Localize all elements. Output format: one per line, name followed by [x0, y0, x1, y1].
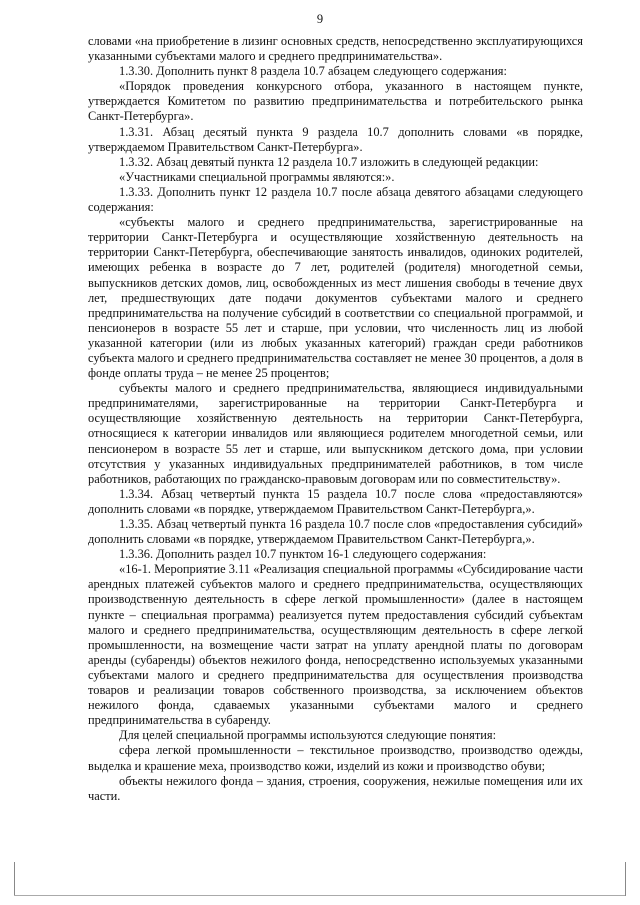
paragraph-1-3-32: 1.3.32. Абзац девятый пункта 12 раздела 10.7 изложить в следующей редакции: — [119, 154, 539, 169]
scan-edge-right — [625, 862, 626, 896]
paragraph-definition-nonresidential: объекты нежилого фонда – здания, строения, сооружения, нежилые помещения или их части. — [88, 773, 583, 803]
scan-edge-left — [14, 862, 15, 896]
paragraph-definition-light-industry: сфера легкой промышленности – текстильное производство, производство одежды, выделка и крашение меха, производство кожи, изделий из кожи и производство обуви; — [88, 743, 583, 773]
paragraph-continuation: словами «на приобретение в лизинг основных средств, непосредственно эксплуатирующихся указанными субъектами малого и среднего предпринимательства». — [88, 34, 583, 64]
paragraph-1-3-30: 1.3.30. Дополнить пункт 8 раздела 10.7 абзацем следующего содержания: — [119, 64, 507, 79]
paragraph-quote-subjects: «субъекты малого и среднего предпринимательства, зарегистрированные на территории Санкт-Петербурга и осуществляющие хозяйственную деятельность на территории Санкт-Петербурга, обеспечивающие занятость инвалидов, одиноких родителей, имеющих ребенка в возрасте до 7 лет, родителей (родителя) многодетной семьи, выпускников детских домов, лиц, освобожденных из мест лишения свободы в течение двух лет, предшествующих дате подачи документов субъектами малого и среднего предпринимательства на получение субсидий в соответствии со специальной программой, и пенсионеров в возрасте 55 лет и старше, при условии, что численность лиц из любой указанной категории (или из любых указанных категорий) граждан среди работников субъекта малого и среднего предпринимательства составляет не менее 30 процентов, а доля в фонде оплаты труда – не менее 25 процентов; — [88, 215, 583, 381]
paragraph-1-3-35: 1.3.35. Абзац четвертый пункта 16 раздела 10.7 после слов «предоставления субсидий» дополнить словами «в порядке, утверждаемом Правительством Санкт-Петербурга,». — [88, 517, 583, 547]
document-body — [88, 34, 583, 804]
paragraph-1-3-33: 1.3.33. Дополнить пункт 12 раздела 10.7 после абзаца девятого абзацами следующего содержания: — [88, 184, 583, 215]
paragraph-1-3-34: 1.3.34. Абзац четвертый пункта 15 раздела 10.7 после слова «предоставляются» дополнить словами «в порядке, утверждаемом Правительством Санкт-Петербурга,». — [88, 486, 583, 516]
paragraph-definitions-intro: Для целей специальной программы используются следующие понятия: — [119, 728, 497, 743]
paragraph-quote-procedure: «Порядок проведения конкурсного отбора, указанного в настоящем пункте, утверждается Комитетом по развитию предпринимательства и потребительского рынка Санкт-Петербурга». — [88, 79, 583, 124]
page-number: 9 — [316, 12, 324, 26]
paragraph-16-1: «16-1. Мероприятие 3.11 «Реализация специальной программы «Субсидирование части арендных платежей субъектов малого и среднего предпринимательства, осуществляющих производственную деятельность в сфере легкой промышленности» (далее в настоящем пункте – специальная программа) реализуется путем предоставления субсидий субъектам малого и среднего предпринимательства, осуществляющим деятельность в сфере легкой промышленности, на возмещение части затрат на уплату арендной платы по договорам аренды (субаренды) объектов нежилого фонда, непосредственно используемых указанными субъектами малого и среднего предпринимательства для осуществления производства товаров и реализации товаров собственного производства, за исключением объектов нежилого фонда, сдаваемых указанными субъектами малого и среднего предпринимательства в субаренду. — [88, 562, 583, 728]
paragraph-1-3-36: 1.3.36. Дополнить раздел 10.7 пунктом 16-1 следующего содержания: — [119, 547, 487, 562]
paragraph-entrepreneurs: субъекты малого и среднего предпринимательства, являющиеся индивидуальными предпринимателями, зарегистрированные на территории Санкт-Петербурга и осуществляющие хозяйственную деятельность на территории Санкт-Петербурга, относящиеся к категории инвалидов или являющиеся родителем многодетной семьи, или пенсионером в возрасте 55 лет и старше, или выпускником детского дома, при условии отсутствия у указанных индивидуальных предпринимателей работников, в том числе работников, работающих по гражданско-правовым договорам или по совместительству». — [88, 381, 583, 486]
paragraph-1-3-31: 1.3.31. Абзац десятый пункта 9 раздела 10.7 дополнить словами «в порядке, утверждаемом Правительством Санкт-Петербурга». — [88, 124, 583, 154]
paragraph-quote-participants: «Участниками специальной программы являются:». — [119, 169, 395, 184]
scan-edge-bottom — [14, 895, 626, 896]
